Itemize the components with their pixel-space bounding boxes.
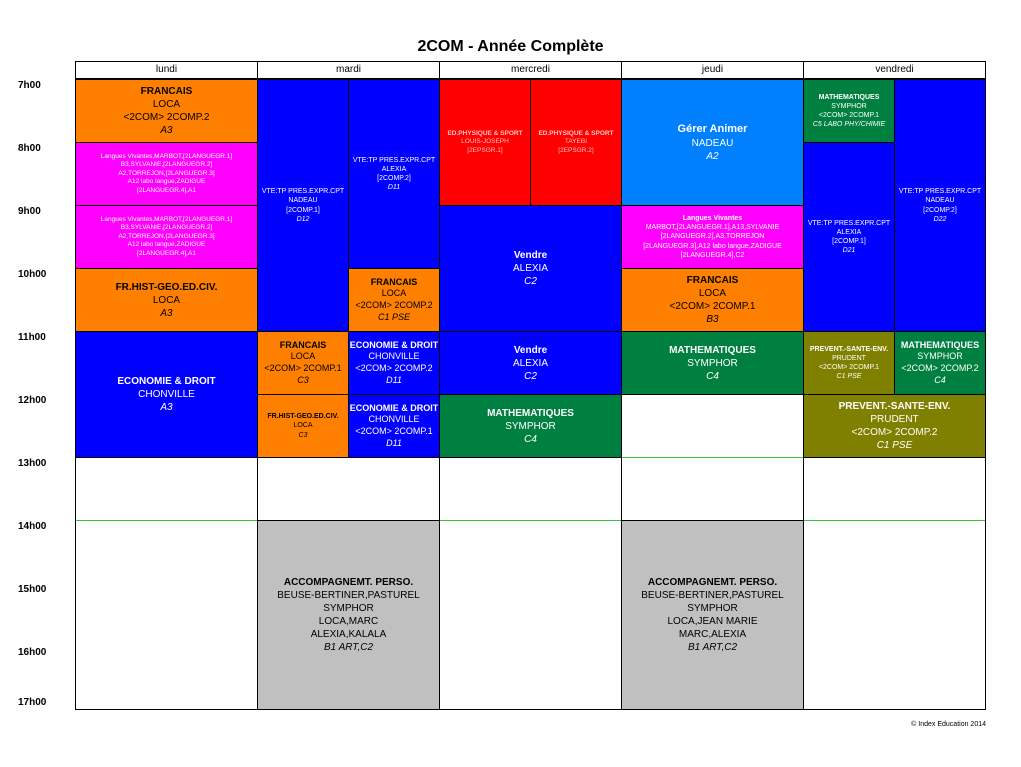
course-title: VTE:TP PRES.EXPR.CPT [261, 188, 345, 196]
course-teacher: LOCA [152, 99, 181, 110]
course-block[interactable] [75, 205, 258, 269]
course-title: MATHEMATIQUES [818, 93, 880, 101]
course-room: D12 [296, 215, 310, 223]
course-teacher: CHONVILLE [368, 351, 420, 362]
course-title: FRANCAIS [279, 339, 327, 350]
course-block[interactable] [621, 268, 804, 332]
course-teacher: LOCA [698, 288, 727, 299]
course-block[interactable] [257, 394, 349, 458]
course-room: A3 [160, 125, 173, 136]
course-block[interactable] [803, 142, 895, 332]
course-line: [2LANGUEGR.4],C2 [680, 251, 745, 259]
course-group: [2COMP.1] [286, 206, 320, 214]
page-title: 2COM - Année Complète [417, 38, 604, 55]
course-block[interactable] [348, 268, 440, 332]
hour-label: 12h00 [18, 395, 47, 406]
course-block[interactable] [439, 331, 622, 395]
course-group: <2COM> 2COMP.2 [123, 112, 210, 123]
course-teacher: SYMPHOR [687, 357, 738, 369]
course-teacher: MARC,ALEXIA [678, 629, 747, 640]
course-room: C2 [524, 370, 537, 382]
course-room: C4 [706, 370, 719, 382]
course-block[interactable] [348, 79, 440, 269]
hour-label: 8h00 [18, 143, 41, 154]
course-group: <2COM> 2COMP.1 [669, 301, 756, 312]
course-group: [2COMP.1] [832, 238, 866, 245]
course-room: C1 PSE [836, 373, 862, 381]
course-line: Langues Vivantes,MARBOT,[2LANGUEGR.1] [100, 215, 233, 223]
course-title: ECONOMIE & DROIT [349, 402, 439, 413]
hour-label: 17h00 [18, 697, 47, 708]
course-title: ECONOMIE & DROIT [349, 339, 439, 350]
course-title: VTE:TP PRES.EXPR.CPT [898, 188, 982, 196]
course-title: Vendre [513, 250, 548, 261]
course-block[interactable] [621, 205, 804, 269]
hour-label: 14h00 [18, 521, 47, 532]
course-room: C4 [934, 374, 946, 385]
course-teacher: CHONVILLE [368, 414, 420, 425]
course-room: B1 ART,C2 [323, 642, 374, 653]
course-block[interactable] [257, 79, 349, 332]
course-room: C3 [297, 374, 309, 385]
course-teacher: SYMPHOR [917, 351, 963, 362]
course-block[interactable] [621, 520, 804, 710]
course-line: Langues Vivantes,MARBOT,[2LANGUEGR.1] [100, 152, 233, 160]
course-group: <2COM> 2COMP.1 [355, 426, 433, 436]
course-group: <2COM> 2COMP.1 [818, 364, 880, 371]
course-room: D21 [842, 247, 856, 255]
course-title: FR.HIST-GEO.ED.CIV. [115, 281, 218, 293]
course-teacher: ALEXIA [512, 357, 549, 369]
course-teacher: ALEXIA [381, 165, 407, 173]
course-teacher: LOCA [381, 288, 407, 299]
course-line: MARBOT,[2LANGUEGR.1],A13,SYLVANIE [645, 224, 780, 232]
course-title: MATHEMATIQUES [900, 339, 980, 350]
course-title: FRANCAIS [370, 276, 418, 287]
course-room: D22 [933, 215, 947, 223]
course-teacher: SYMPHOR [505, 420, 556, 432]
course-title: FRANCAIS [140, 86, 193, 97]
course-block[interactable] [803, 331, 895, 395]
course-group: [2COMP.2] [377, 175, 411, 182]
course-group: <2COM> 2COMP.1 [818, 112, 880, 119]
course-title: PREVENT.-SANTE-ENV. [809, 345, 889, 353]
course-teacher: PRUDENT [832, 354, 866, 362]
course-room: C1 PSE [876, 440, 913, 451]
course-line: A12 labo langue,ZADIGUE [127, 241, 206, 249]
course-title: ECONOMIE & DROIT [117, 376, 216, 387]
course-block[interactable] [621, 331, 804, 395]
course-group: <2COM> 2COMP.2 [355, 300, 433, 310]
course-room: D11 [386, 437, 402, 448]
course-room: C2 [524, 276, 537, 287]
day-header-mercredi: mercredi [511, 64, 550, 75]
course-room: D11 [386, 374, 402, 385]
course-line: A12 labo langue,ZADIGUE [127, 178, 206, 186]
course-line: B3,SYLVANIE,[2LANGUEGR.2] [120, 161, 213, 169]
hour-label: 13h00 [18, 458, 47, 469]
course-block[interactable] [894, 331, 986, 395]
course-teacher: NADEAU [925, 197, 955, 205]
course-block[interactable] [439, 79, 531, 206]
course-title: PREVENT.-SANTE-ENV. [838, 401, 951, 412]
course-line: [2LANGUEGR.4],A1 [137, 249, 196, 257]
course-teacher: LOCA [293, 422, 313, 430]
course-title: Langues Vivantes [682, 215, 743, 223]
course-teacher: SYMPHOR [831, 102, 867, 110]
course-title: FRANCAIS [686, 275, 739, 286]
course-room: D11 [387, 184, 401, 192]
course-block[interactable] [803, 79, 895, 143]
course-block[interactable] [621, 79, 804, 206]
day-header-jeudi: jeudi [701, 64, 724, 75]
day-header-vendredi: vendredi [875, 64, 914, 75]
course-line: A2,TORREJON,[2LANGUEGR.3] [118, 232, 215, 240]
course-room: B1 ART,C2 [687, 642, 738, 653]
hour-label: 10h00 [18, 269, 47, 280]
hour-label: 9h00 [18, 206, 41, 217]
course-teacher: LOCA,MARC [318, 616, 379, 627]
hour-label: 16h00 [18, 647, 47, 658]
course-block[interactable] [257, 520, 440, 710]
course-group: [2COMP.2] [923, 206, 957, 214]
course-teacher: NADEAU [288, 197, 318, 205]
course-teacher: ALEXIA,KALALA [310, 629, 387, 640]
course-group: <2COM> 2COMP.2 [901, 363, 979, 373]
course-room: C5 LABO PHY/CHIMIE [812, 121, 886, 129]
course-teacher: SYMPHOR [687, 603, 738, 614]
course-title: ED.PHYSIQUE & SPORT [447, 129, 523, 137]
course-line: [2LANGUEGR.2],A3,TORREJON [660, 233, 765, 241]
copyright-footer: © Index Education 2014 [911, 721, 986, 728]
day-header-lundi: lundi [155, 64, 178, 75]
grid-line [75, 61, 986, 62]
course-block[interactable] [75, 79, 258, 143]
course-room: A2 [706, 150, 719, 162]
course-teacher: ALEXIA [512, 263, 549, 274]
course-teacher: TAYEBI [564, 138, 588, 146]
course-block[interactable] [348, 331, 440, 395]
course-room: A3 [160, 307, 173, 319]
course-title: VTE:TP PRES.EXPR.CPT [352, 156, 436, 164]
course-block[interactable] [894, 79, 986, 332]
course-line: A2,TORREJON,[2LANGUEGR.3] [118, 169, 215, 177]
course-block[interactable] [803, 394, 986, 458]
course-teacher: BEUSE-BERTINER,PASTUREL [277, 590, 420, 601]
course-block[interactable] [530, 79, 622, 206]
course-block[interactable] [75, 268, 258, 332]
course-title: Vendre [513, 344, 548, 356]
course-group: [2EPSGR.2] [558, 146, 594, 154]
course-teacher: LOUIS-JOSEPH [461, 138, 509, 146]
grid-line [75, 709, 986, 710]
course-line: [2LANGUEGR.3],A12 labo langue,ZADIGUE [643, 242, 782, 250]
course-room: C1 PSE [377, 311, 410, 322]
course-block[interactable] [75, 331, 258, 458]
course-teacher: LOCA [152, 294, 181, 306]
course-teacher: CHONVILLE [138, 389, 195, 400]
course-room: B3 [706, 314, 719, 325]
course-block[interactable] [348, 394, 440, 458]
course-line: B3,SYLVANIE,[2LANGUEGR.2] [120, 224, 213, 232]
course-block[interactable] [75, 142, 258, 206]
course-teacher: BEUSE-BERTINER,PASTUREL [641, 590, 784, 601]
course-title: FR.HIST-GEO.ED.CIV. [267, 413, 339, 421]
course-block[interactable] [257, 331, 349, 395]
course-group: <2COM> 2COMP.1 [264, 363, 342, 373]
course-block[interactable] [439, 205, 622, 332]
course-teacher: SYMPHOR [323, 603, 374, 614]
course-title: MATHEMATIQUES [487, 407, 574, 419]
course-teacher: ALEXIA [836, 228, 862, 236]
course-room: A3 [160, 402, 173, 413]
course-title: ACCOMPAGNEMT. PERSO. [283, 577, 414, 588]
course-teacher: LOCA,JEAN MARIE [667, 616, 758, 627]
hour-label: 15h00 [18, 584, 47, 595]
course-group: <2COM> 2COMP.2 [355, 363, 433, 373]
day-header-mardi: mardi [335, 64, 361, 75]
course-room: C4 [524, 433, 537, 445]
course-title: ACCOMPAGNEMT. PERSO. [647, 577, 778, 588]
course-room: C3 [298, 431, 308, 439]
course-line: [2LANGUEGR.4],A1 [137, 186, 196, 194]
course-title: VTE:TP PRES.EXPR.CPT [807, 219, 891, 227]
course-title: Gérer Animer [677, 123, 748, 136]
hour-label: 7h00 [18, 80, 41, 91]
hour-label: 11h00 [18, 332, 46, 343]
grid-line [75, 520, 986, 521]
course-group: <2COM> 2COMP.2 [851, 427, 938, 438]
course-teacher: NADEAU [691, 137, 734, 149]
course-teacher: PRUDENT [870, 414, 919, 425]
course-title: ED.PHYSIQUE & SPORT [538, 129, 614, 137]
course-title: MATHEMATIQUES [669, 344, 756, 356]
course-block[interactable] [439, 394, 622, 458]
course-teacher: LOCA [290, 351, 316, 362]
course-group: [2EPSGR.1] [467, 146, 503, 154]
